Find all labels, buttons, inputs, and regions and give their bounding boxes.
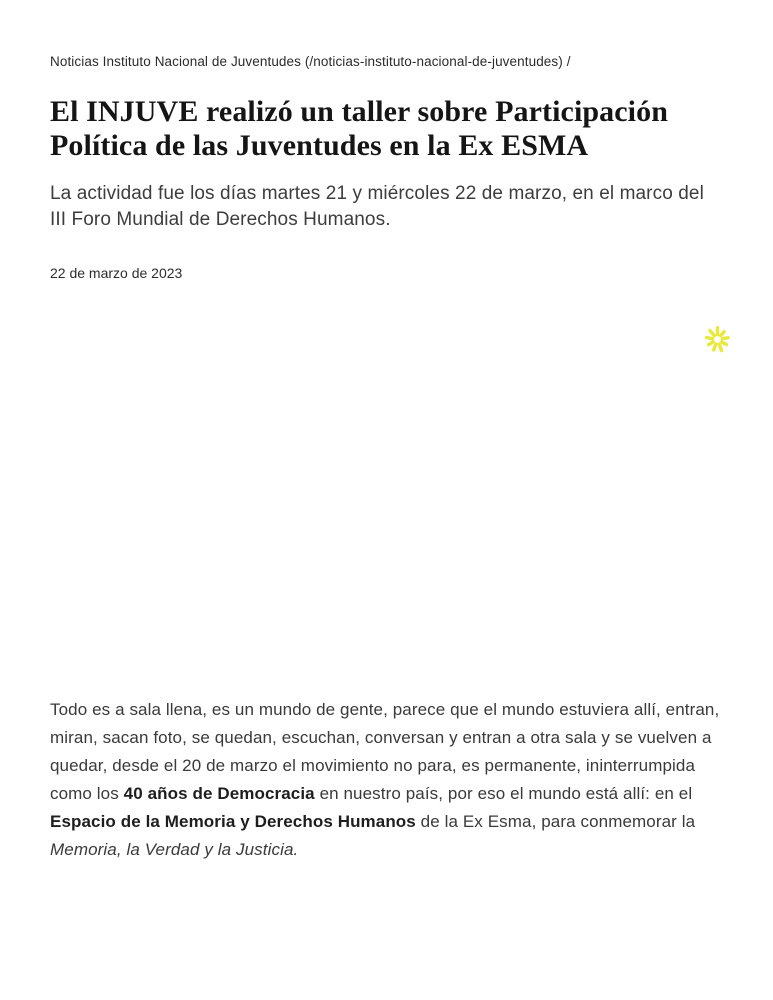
breadcrumb xyxy=(50,54,723,71)
page-title: El INJUVE realizó un taller sobre Participación Política de las Juventudes en la Ex ESMA xyxy=(50,94,669,162)
article-content xyxy=(0,54,773,864)
article-lead: La actividad fue los días martes 21 y miércoles 22 de marzo, en el marco del III Foro Mundial de Derechos Humanos. xyxy=(50,182,704,230)
article-image-placeholder xyxy=(50,282,723,696)
paragraph-text: de la Ex Esma, para conmemorar la xyxy=(415,811,696,831)
loading-asterisk-icon xyxy=(703,325,732,354)
italic-memoria-verdad-justicia: Memoria, la Verdad y la Justicia. xyxy=(50,839,299,859)
article-date: 22 de marzo de 2023 xyxy=(50,264,183,281)
bold-espacio-memoria: Espacio de la Memoria y Derechos Humanos xyxy=(50,811,416,831)
bold-40-anos-democracia: 40 años de Democracia xyxy=(123,783,315,803)
paragraph-text: Todo es a sala llena, es un mundo de gente, parece que el mundo estuviera allí, entran, miran, sacan foto, se quedan, escuchan, conversan y entran a otra sala y se vuelven a quedar, desde el 20 de marzo el movimiento no para, es permanente, ininterrumpida como los xyxy=(50,699,720,803)
paragraph-text: en nuestro país, por eso el mundo está allí: en el xyxy=(314,783,693,803)
breadcrumb-link-noticias[interactable]: Noticias Instituto Nacional de Juventudes (/noticias-instituto-nacional-de-juventudes) xyxy=(50,54,563,69)
article-paragraph xyxy=(50,696,723,864)
breadcrumb-separator: / xyxy=(566,54,571,69)
